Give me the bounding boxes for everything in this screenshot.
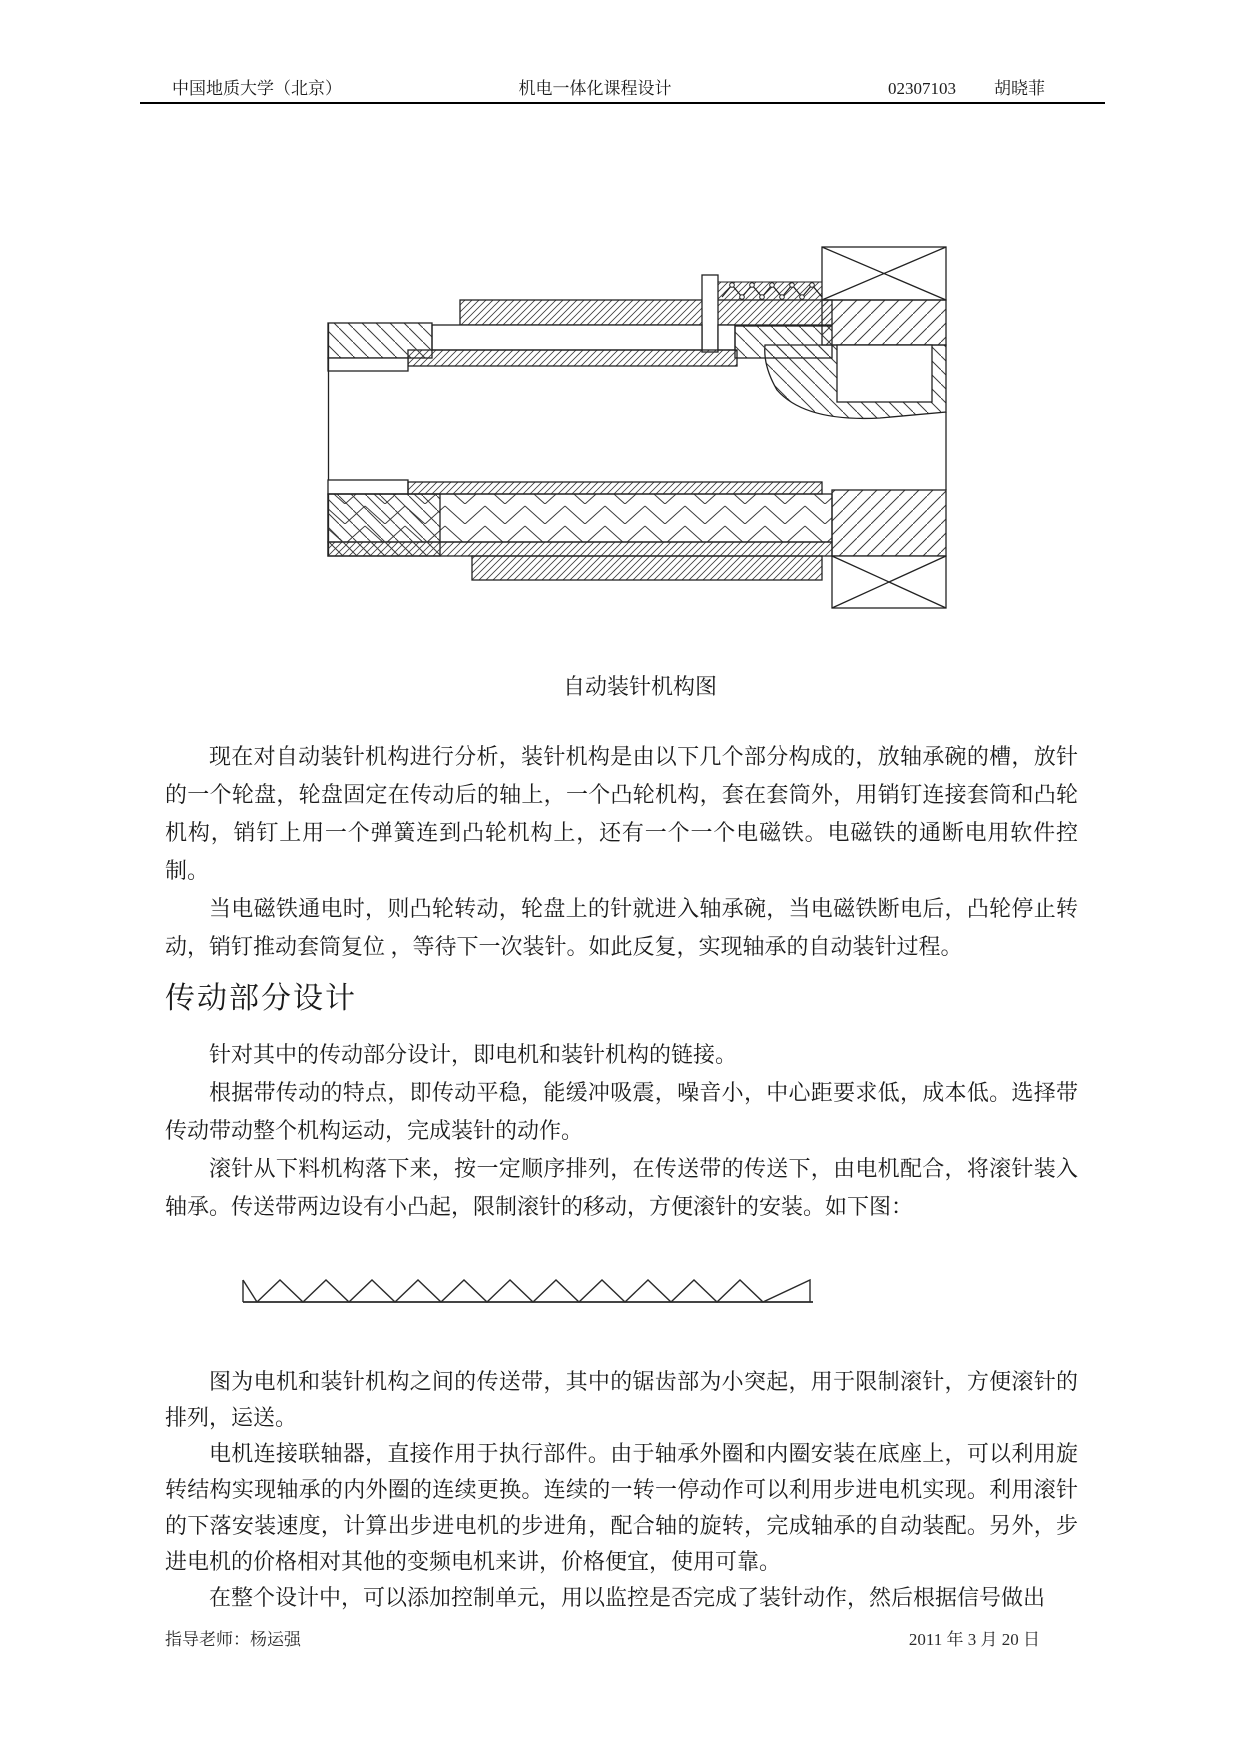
header-university: 中国地质大学（北京） xyxy=(172,79,342,98)
rod-channel-stub xyxy=(718,325,735,350)
spring xyxy=(718,282,822,300)
paragraph: 根据带传动的特点，即传动平稳，能缓冲吸震，噪音小，中心距要求低，成本低。选择带传动带动整个机构运动，完成装针的动作。 xyxy=(165,1080,1078,1143)
page-header xyxy=(140,70,1105,104)
cam-block xyxy=(735,326,832,358)
header-student-id: 02307103 xyxy=(888,79,956,98)
sleeve-bottom-strip xyxy=(408,482,822,494)
outer-ring-top-section xyxy=(822,247,946,300)
text-block-3 xyxy=(165,1364,1078,1616)
sleeve-top-wall xyxy=(408,350,737,366)
ring-hatch-top xyxy=(822,300,946,345)
header-course-title: 机电一体化课程设计 xyxy=(518,79,672,98)
sleeve-left-block xyxy=(328,323,432,358)
ring-hatch-bottom xyxy=(832,490,946,556)
sleeve-left-lip xyxy=(328,358,408,371)
footer-date: 2011 年 3 月 20 日 xyxy=(908,1630,1040,1649)
header-student xyxy=(888,76,1045,102)
text-block-1 xyxy=(165,738,1078,966)
header-student-name: 胡晓菲 xyxy=(994,79,1045,98)
mechanism-parts xyxy=(328,247,946,608)
bowl-slot xyxy=(837,345,932,402)
rod-channel xyxy=(432,325,702,350)
section-heading: 传动部分设计 xyxy=(165,982,357,1015)
text-block-2 xyxy=(165,1036,1078,1226)
belt-teeth xyxy=(243,1280,813,1302)
footer-advisor: 指导老师：杨运强 xyxy=(165,1630,301,1649)
page-footer xyxy=(165,1628,1040,1652)
paragraph: 滚针从下料机构落下来，按一定顺序排列，在传送带的传送下，由电机配合，将滚针装入轴承。传送带两边设有小凸起，限制滚针的移动，方便滚针的安装。如下图： xyxy=(165,1156,1078,1219)
paragraph: 电机连接联轴器，直接作用于执行部件。由于轴承外圈和内圈安装在底座上，可以利用旋转结构实现轴承的内外圈的连续更换。连续的一转一停动作可以利用步进电机实现。利用滚针的下落安装速度，计算出步进电机的步进角，配合轴的旋转，完成轴承的自动装配。另外，步进电机的价格相对其他的变频电机来讲，价格便宜，使用可靠。 xyxy=(165,1441,1078,1574)
figure-caption: 自动装针机构图 xyxy=(562,674,717,699)
paragraph: 在整个设计中，可以添加控制单元，用以监控是否完成了装针动作，然后根据信号做出 xyxy=(209,1585,1046,1610)
sleeve-bottom-lip xyxy=(328,480,408,494)
paragraph: 当电磁铁通电时，则凸轮转动，轮盘上的针就进入轴承碗，当电磁铁断电后，凸轮停止转动，销钉推动套筒复位 ，等待下一次装针。如此反复，实现轴承的自动装针过程。 xyxy=(165,896,1078,959)
outer-ring-bottom-section xyxy=(832,556,946,608)
cam-bar xyxy=(460,300,832,325)
conveyor-belt-drawing xyxy=(240,1272,820,1308)
paragraph: 图为电机和装针机构之间的传送带，其中的锯齿部为小突起，用于限制滚针，方便滚针的排列，运送。 xyxy=(165,1369,1078,1430)
pin xyxy=(702,275,718,352)
sleeve-bottom-left-block xyxy=(328,494,440,556)
paragraph: 现在对自动装针机构进行分析，装针机构是由以下几个部分构成的，放轴承碗的槽，放针的一个轮盘，轮盘固定在传动后的轴上，一个凸轮机构，套在套筒外，用销钉连接套筒和凸轮机构，销钉上用一个弹簧连到凸轮机构上，还有一个一个电磁铁。电磁铁的通断电用软件控制。 xyxy=(165,744,1078,883)
paragraph: 针对其中的传动部分设计，即电机和装针机构的链接。 xyxy=(209,1042,738,1067)
mechanism-drawing xyxy=(325,244,955,614)
bottom-shelf xyxy=(472,556,822,580)
